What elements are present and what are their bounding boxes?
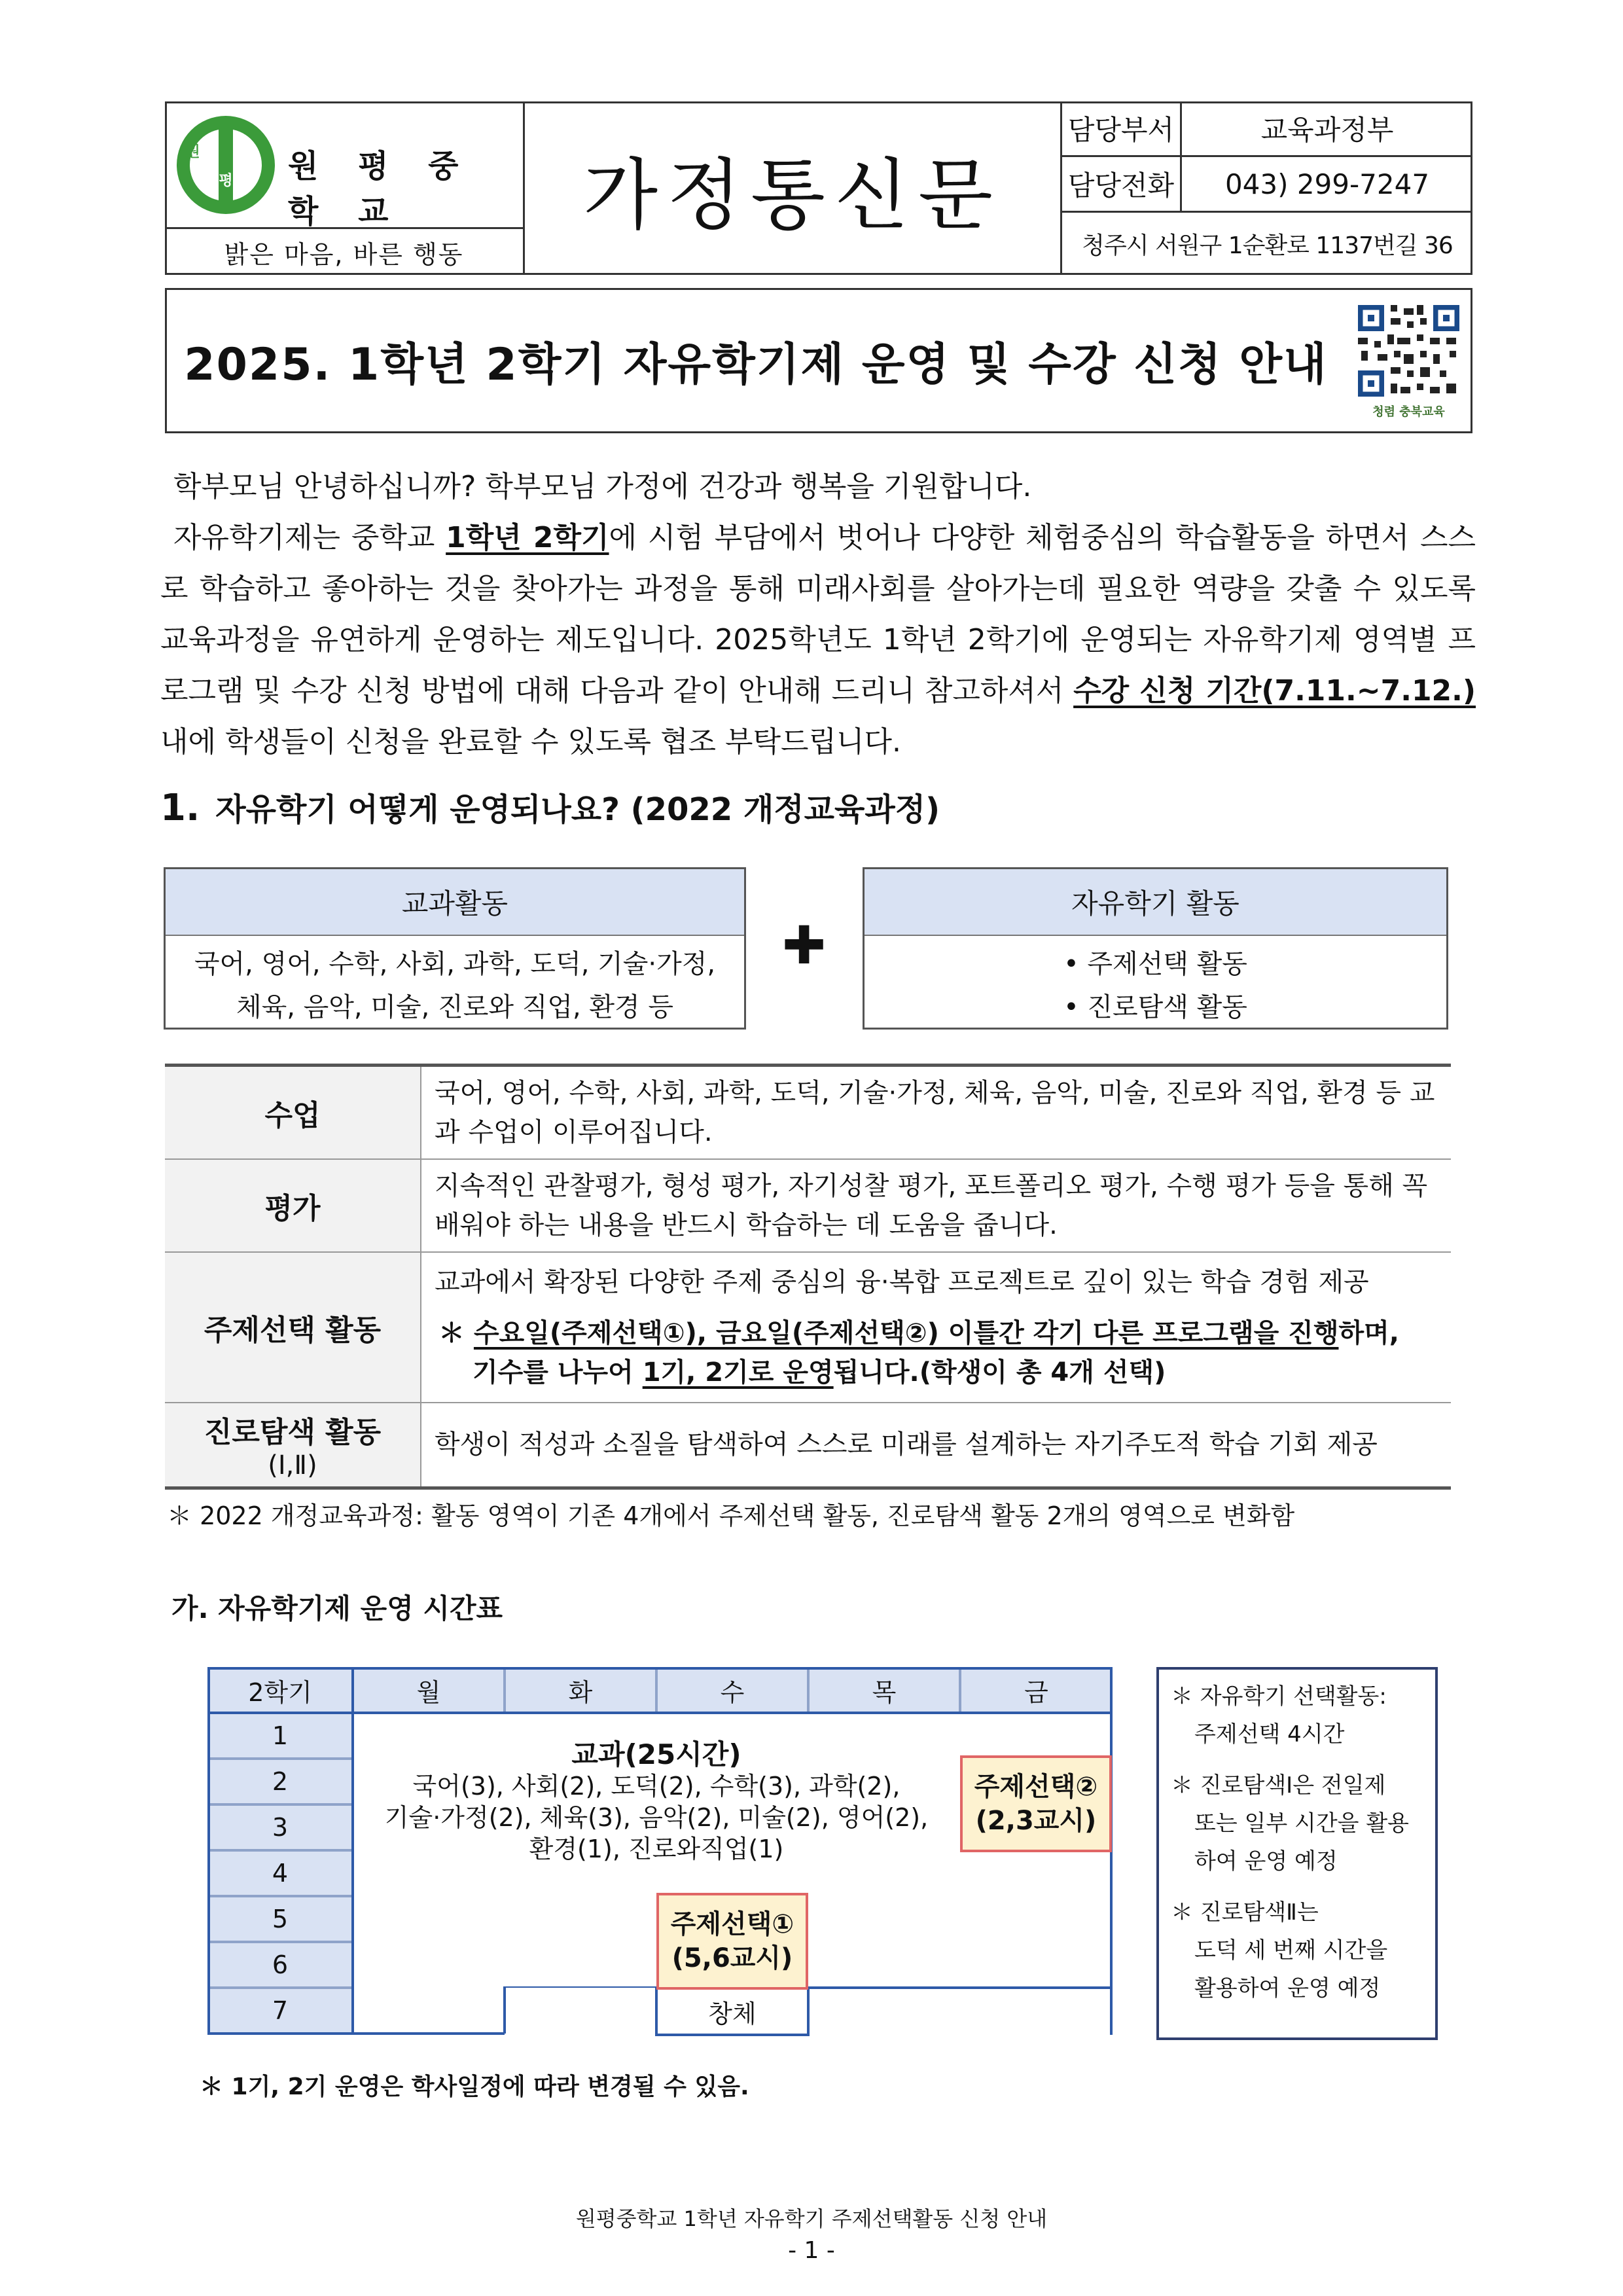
qr-caption: 청렴 충북교육 [1372, 405, 1445, 419]
school-address: 청주시 서원구 1순환로 1137번길 36 [1060, 213, 1472, 275]
topic-desc: 교과에서 확장된 다양한 주제 중심의 융·복합 프로젝트로 깊이 있는 학습 경험 제공 [435, 1267, 1369, 1297]
school-emblem-icon [177, 116, 275, 214]
school-name: 원 평 중 학 교 [288, 148, 473, 230]
subtitle-box [165, 288, 1472, 433]
free-semester-head: 자유학기 활동 [865, 869, 1446, 936]
subject-activity-box [164, 867, 746, 1030]
day-tue: 화 [505, 1667, 656, 1713]
subjects-title: 교과(25시간) [571, 1738, 741, 1770]
side-notes-box: ＊ 자유학기 선택활동: 주제선택 4시간 ＊ 진로탐색Ⅰ은 전일제 또는 일부 시간을 활용 하여 운영 예정 ＊ 진로탐색Ⅱ는 도덕 세 번째 시간을 활용하여 운영 예정 [1156, 1667, 1438, 2040]
period-label: 1 [207, 1713, 353, 1759]
day-wed: 수 [656, 1667, 808, 1713]
period-label: 5 [207, 1896, 353, 1942]
phone-label: 담당전화 [1062, 157, 1182, 211]
table-row [165, 1159, 1451, 1252]
period-label: 3 [207, 1804, 353, 1850]
phone-row [1060, 157, 1472, 213]
row-value: 학생이 적성과 소질을 탐색하여 스스로 미래를 설계하는 자기주도적 학습 기회 제공 [421, 1403, 1451, 1488]
section1-heading [160, 784, 940, 829]
activity-item-topic: • 주제선택 활동 [1063, 949, 1247, 979]
day-mon: 월 [353, 1667, 505, 1713]
subjects-line: 기술·가정(2), 체육(3), 음악(2), 미술(2), 영어(2), [384, 1803, 929, 1832]
row-value [421, 1252, 1451, 1403]
qr-code-icon [1355, 302, 1463, 400]
timetable-corner: 2학기 [207, 1667, 353, 1713]
changche-cell: 창체 [708, 1999, 757, 2028]
activity-table [165, 1064, 1451, 1490]
intro-paragraph: 자유학기제는 중학교 1학년 2학기에 시험 부담에서 벗어나 다양한 체험중심의 학습활동을 하면서 스스로 학습하고 좋아하는 것을 찾아가는 과정을 통해 미래사회를 살아가는데 필요한 역량을 갖출 수 있도록 교육과정을 유연하게 운영하는 제도입니다. 2025학년도 1학년 2학기에 운영되는 자유학기제 영역별 프로그램 및 수강 신청 방법에 대해 다음과 같이 안내해 드리니 참고하셔서 수강 신청 기간(7.11.~7.12.) 내에 학생들이 신청을 완료할 수 있도록 협조 부탁드립니다. [160, 521, 1476, 759]
subject-activity-head: 교과활동 [166, 869, 744, 936]
notice-subtitle: 2025. 1학년 2학기 자유학기제 운영 및 수강 신청 안내 [184, 338, 1328, 391]
application-period: 수강 신청 기간(7.11.~7.12.) [1073, 674, 1476, 708]
table-row [165, 1066, 1451, 1160]
subjects-line: 환경(1), 진로와직업(1) [529, 1835, 784, 1863]
plus-icon: ✚ [782, 915, 827, 976]
topic-schedule-note: ＊ 수요일(주제선택①), 금요일(주제선택②) 이틀간 각기 다른 프로그램을 진행하며, 기수를 나누어 1기, 2기로 운영됩니다.(학생이 총 4개 선택) [438, 1318, 1399, 1388]
row-value: 지속적인 관찰평가, 형성 평가, 자기성찰 평가, 포트폴리오 평가, 수행 평가 등을 통해 꼭 배워야 하는 내용을 반드시 학습하는 데 도움을 줍니다. [421, 1159, 1451, 1252]
dept-value: 교육과정부 [1260, 114, 1394, 146]
greeting: 학부모님 안녕하십니까? 학부모님 가정에 건강과 행복을 기원합니다. [173, 470, 1032, 503]
day-fri: 금 [960, 1667, 1113, 1713]
intro-text [160, 461, 1476, 768]
grade-term: 1학년 2학기 [446, 521, 609, 554]
dept-label: 담당부서 [1062, 101, 1182, 155]
day-thu: 목 [808, 1667, 960, 1713]
school-motto: 밝은 마음, 바른 행동 [165, 229, 525, 275]
topic-select-1-block: 주제선택① (5,6교시) [656, 1893, 808, 1990]
period-label: 7 [207, 1988, 353, 2034]
school-logo-cell [165, 101, 525, 229]
subject-list-line2: 체육, 음악, 미술, 진로와 직업, 환경 등 [236, 992, 674, 1022]
table-row [165, 1252, 1451, 1403]
row-key: 주제선택 활동 [165, 1252, 421, 1403]
row-key: 진로탐색 활동 (Ⅰ,Ⅱ) [165, 1403, 421, 1488]
subjects-block [353, 1739, 960, 1865]
period-label: 2 [207, 1759, 353, 1804]
schedule-change-note: ＊ 1기, 2기 운영은 학사일정에 따라 변경될 수 있음. [200, 2073, 749, 2100]
curriculum-note: ＊ 2022 개정교육과정: 활동 영역이 기존 4개에서 주제선택 활동, 진로탐색 활동 2개의 영역으로 변화함 [167, 1501, 1295, 1530]
section1-title: 자유학기 어떻게 운영되나요? (2022 개정교육과정) [215, 791, 940, 828]
period-label: 6 [207, 1942, 353, 1988]
dept-row [1060, 101, 1472, 157]
topic-select-2-block: 주제선택② (2,3교시) [960, 1755, 1112, 1852]
activity-item-career: • 진로탐색 활동 [1063, 992, 1247, 1022]
footer-text: 원평중학교 1학년 자유학기 주제선택활동 신청 안내 [575, 2206, 1048, 2231]
section1-number: 1. [160, 787, 200, 829]
timetable [207, 1667, 1113, 2040]
logo-char-bottom: 평 [219, 173, 233, 189]
period-label: 4 [207, 1850, 353, 1896]
phone-value: 043) 299-7247 [1224, 168, 1430, 200]
doc-title: 가정통신문 [583, 149, 1002, 240]
row-key: 평가 [165, 1159, 421, 1252]
free-semester-box [863, 867, 1448, 1030]
section2-title: 가. 자유학기제 운영 시간표 [171, 1592, 503, 1624]
table-row [165, 1403, 1451, 1488]
subject-list-line1: 국어, 영어, 수학, 사회, 과학, 도덕, 기술·가정, [194, 949, 716, 979]
subjects-line: 국어(3), 사회(2), 도덕(2), 수학(3), 과학(2), [412, 1772, 901, 1801]
page-number: - 1 - [788, 2237, 835, 2264]
row-key: 수업 [165, 1066, 421, 1160]
logo-char-top: 원 [186, 144, 200, 160]
row-value: 국어, 영어, 수학, 사회, 과학, 도덕, 기술·가정, 체육, 음악, 미술, 진로와 직업, 환경 등 교과 수업이 이루어집니다. [421, 1066, 1451, 1160]
